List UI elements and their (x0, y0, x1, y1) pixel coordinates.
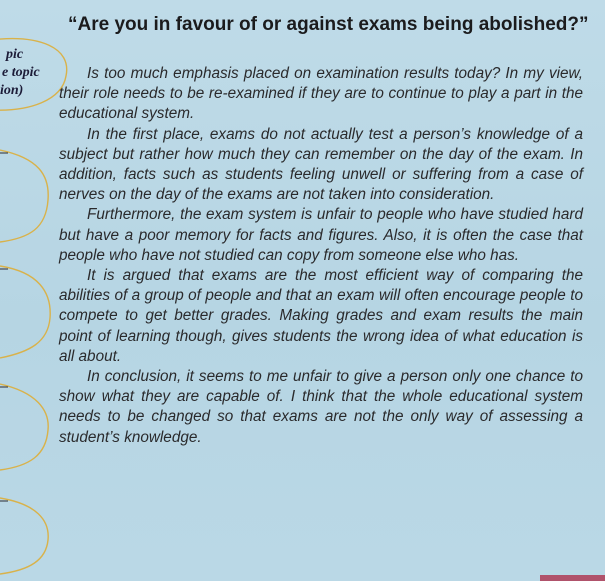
page-edge-decoration (540, 575, 605, 581)
essay-body (59, 64, 583, 448)
paragraph-first-point: In the first place, exams do not actually test a person’s knowledge of a subject but rather how much they can remember on the day of the exam. In addition, facts such as students feeling unwell or suffering from a case of nerves on the day of the exams are not taken into consideration. (59, 125, 583, 204)
paragraph-introduction: Is too much emphasis placed on examination results today? In my view, their role needs to be re-examined if they are to continue to play a part in the educational system. (59, 65, 583, 123)
essay-title: “Are you in favour of or against exams being abolished?” (68, 14, 589, 35)
paragraph-conclusion: In conclusion, it seems to me unfair to give a person only one chance to show what they are capable of. I think that the whole educational system needs to be changed so that exams are not the only way of assessing a student’s knowledge. (59, 368, 583, 446)
margin-note-line-1: pic (6, 47, 24, 62)
paragraph-second-point: Furthermore, the exam system is unfair to people who have studied hard but have a poor memory for facts and figures. Also, it is often the case that people who have not studied can copy from someone else who has. (59, 206, 583, 264)
margin-note-line-2: e topic (2, 65, 40, 80)
margin-note-line-3: ion) (0, 83, 24, 98)
paragraph-counter-argument: It is argued that exams are the most efficient way of comparing the abilities of a group of people and that an exam will often encourage people to compete to get better grades. Making grades and exam results the main point of learning though, gives students the wrong idea of what education is all about. (59, 267, 583, 365)
